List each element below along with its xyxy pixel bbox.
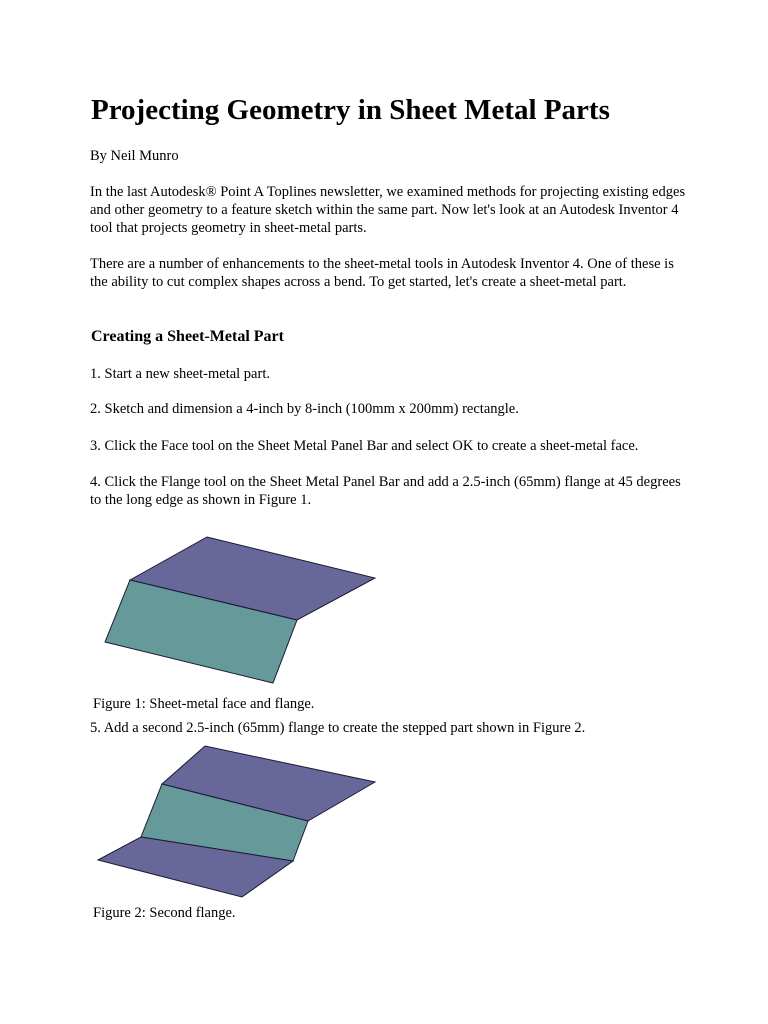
article-title: Projecting Geometry in Sheet Metal Parts <box>91 94 610 126</box>
section-heading: Creating a Sheet-Metal Part <box>91 328 284 345</box>
intro-paragraph-1: In the last Autodesk® Point A Toplines newsletter, we examined methods for projecting existing edges and other geometry to a feature sketch within the same part. Now let's look at an Autodesk Inventor 4 tool that projects geometry in sheet-metal parts. <box>90 184 686 236</box>
step-5: 5. Add a second 2.5-inch (65mm) flange to create the stepped part shown in Figure 2. <box>90 720 586 736</box>
figure-2-caption: Figure 2: Second flange. <box>93 905 236 921</box>
step-1: 1. Start a new sheet-metal part. <box>90 366 270 382</box>
byline: By Neil Munro <box>90 148 179 164</box>
step-3: 3. Click the Face tool on the Sheet Metal Panel Bar and select OK to create a sheet-metal face. <box>90 438 639 454</box>
intro-paragraph-2: There are a number of enhancements to the sheet-metal tools in Autodesk Inventor 4. One of these is the ability to cut complex shapes across a bend. To get started, let's create a sheet-metal part. <box>90 256 674 290</box>
figure-1-caption: Figure 1: Sheet-metal face and flange. <box>93 696 315 712</box>
figure-1-sheet-metal-face-and-flange <box>95 530 385 690</box>
step-2: 2. Sketch and dimension a 4-inch by 8-inch (100mm x 200mm) rectangle. <box>90 401 519 417</box>
step-4: 4. Click the Flange tool on the Sheet Metal Panel Bar and add a 2.5-inch (65mm) flange at 45 degrees to the long edge as shown in Figure 1. <box>90 474 681 508</box>
figure-2-second-flange <box>90 740 390 905</box>
